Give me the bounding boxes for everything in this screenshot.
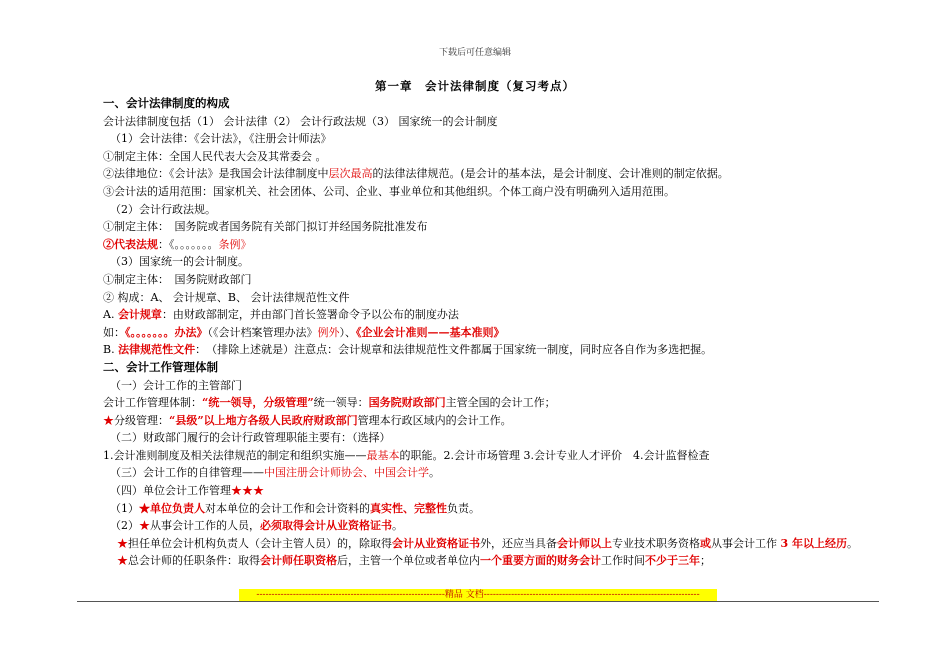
- text: 的法律法律规范。(是会计的基本法，是会计制度、会计准则的制定依据。: [372, 167, 729, 181]
- highlight-text: 条例》: [218, 237, 252, 251]
- highlight-text: 会计从业资格证书: [392, 536, 480, 550]
- highlight-text: 《。。。。。。。办法》: [125, 325, 208, 339]
- text: （2）: [110, 519, 139, 533]
- text: 从事会计工作: [711, 536, 781, 550]
- header-note: 下载后可任意编辑: [438, 48, 511, 58]
- text: ；: [700, 554, 711, 568]
- highlight-text: 层次最高: [328, 167, 373, 181]
- paragraph: [103, 341, 893, 359]
- paragraph: [103, 412, 893, 430]
- highlight-text: 3 年以上经历: [780, 536, 847, 550]
- text: （1）: [110, 501, 139, 515]
- highlight-text: 会计师任职资格: [260, 554, 337, 568]
- star-icon: ★: [117, 536, 128, 550]
- highlight-text: “县级”以上地方各级人民政府财政部门: [169, 413, 358, 427]
- paragraph: [103, 464, 893, 482]
- highlight-text: 国务院财政部门: [368, 396, 446, 410]
- star-icon: ★: [139, 519, 150, 533]
- text: 专业技术职务资格: [612, 536, 700, 550]
- text: （《会计档案管理办法》: [207, 325, 318, 339]
- paragraph: [103, 324, 893, 342]
- text: 。: [429, 466, 440, 480]
- text: 。: [392, 519, 403, 533]
- star-icon: ★: [117, 554, 128, 568]
- highlight-text: 一个重要方面的财务会计: [480, 554, 601, 568]
- paragraph: （一）会计工作的主管部门: [110, 378, 242, 392]
- text: ：由财政部制定，并由部门首长签署命令予以公布的制度办法: [161, 308, 459, 322]
- footer-banner: --------------------------------------------------------------精品 文档-----------------------------------------------------------------------: [239, 589, 717, 601]
- highlight-text: 不少于三年: [645, 554, 700, 568]
- paragraph: ①制定主体：全国人民代表大会及其常委会 。: [103, 149, 327, 163]
- text: 管理本行政区域内的会计工作。: [357, 413, 512, 427]
- text: 主管全国的会计工作；: [445, 396, 556, 410]
- text: 总会计师的任职条件：取得: [128, 554, 260, 568]
- text: （四）单位会计工作管理: [110, 484, 231, 498]
- text: 分级管理：: [114, 413, 169, 427]
- paragraph: [103, 552, 893, 570]
- paragraph: [103, 500, 893, 518]
- text: ）、: [339, 325, 356, 339]
- text: 负责。: [447, 501, 480, 515]
- star-icon: ★: [103, 413, 114, 427]
- paragraph: [103, 165, 893, 183]
- paragraph: ③会计法的适用范围：国家机关、社会团体、公司、企业、事业单位和其他组织。个体工商户没有明确列入适用范围。: [103, 184, 675, 198]
- text: 会计工作管理体制：: [103, 396, 202, 410]
- text: ： （排除上述就是）注意点：会计规章和法律规范性文件都属于国家统一制度，同时应各自作为多选把握。: [195, 343, 713, 357]
- text: 工作时间: [601, 554, 645, 568]
- paragraph: ①制定主体： 国务院或者国务院有关部门拟订并经国务院批准发布: [103, 220, 428, 234]
- footer-divider: [77, 601, 879, 602]
- text: 外，还应当具备: [480, 536, 557, 550]
- text: 如：: [103, 325, 125, 339]
- paragraph: [103, 517, 893, 535]
- highlight-text: “统一领导，分级管理”: [202, 396, 314, 410]
- paragraph: （2）会计行政法规。: [110, 202, 216, 216]
- text: 担任单位会计机构负责人（会计主管人员）的，除取得: [128, 536, 392, 550]
- highlight-text: 《企业会计准则——基本准则》: [356, 325, 505, 339]
- document-body: [103, 95, 893, 570]
- paragraph: （二）财政部门履行的会计行政管理职能主要有：（选择）: [110, 431, 391, 445]
- highlight-text: 必须取得会计从业资格证书: [260, 519, 392, 533]
- paragraph: 会计法律制度包括（1） 会计法律（2） 会计行政法规（3） 国家统一的会计制度: [103, 114, 498, 128]
- text: 的职能。2.会计市场管理 3.会计专业人才评价 4.会计监督检查: [399, 448, 710, 462]
- highlight-text: 例外: [317, 325, 340, 339]
- text: ：《。。。。。。。: [158, 237, 219, 251]
- highlight-text: 真实性、完整性: [370, 501, 447, 515]
- paragraph: [103, 236, 893, 254]
- highlight-text: 会计规章: [117, 308, 162, 322]
- section-heading: 一、会计法律制度的构成: [103, 96, 230, 110]
- paragraph: ② 构成：A、 会计规章、B、 会计法律规范性文件: [103, 290, 350, 304]
- highlight-text: 中国注册会计师协会、中国会计学: [264, 466, 429, 480]
- text: ②法律地位：《会计法》是我国会计法律制度中: [103, 167, 329, 181]
- paragraph: ①制定主体： 国务院财政部门: [103, 272, 252, 286]
- text: 后，主管一个单位或者单位内: [337, 554, 480, 568]
- page-title: 第一章 会计法律制度（复习考点）: [375, 79, 575, 93]
- paragraph: [103, 447, 893, 465]
- paragraph: [103, 394, 893, 412]
- star-rating-icon: ★★★: [231, 484, 264, 498]
- highlight-text: 或: [700, 536, 711, 550]
- text: A.: [103, 308, 118, 322]
- text: 统一领导：: [313, 396, 369, 410]
- text: B.: [103, 343, 119, 357]
- highlight-text: 会计师以上: [557, 536, 612, 550]
- section-heading: 二、会计工作管理体制: [103, 359, 218, 374]
- text: 1.会计准则制度及相关法律规范的制定和组织实施——: [103, 448, 367, 462]
- paragraph: （3）国家统一的会计制度。: [110, 255, 249, 269]
- paragraph: [103, 482, 893, 500]
- highlight-text: 法律规范性文件: [118, 343, 196, 357]
- text: （三）会计工作的自律管理——: [110, 466, 264, 480]
- paragraph: [103, 306, 893, 324]
- highlight-text: ★单位负责人: [139, 501, 205, 515]
- text: 从事会计工作的人员，: [150, 519, 260, 533]
- highlight-text: 最基本: [366, 448, 400, 462]
- paragraph: （1）会计法律：《会计法》，《注册会计师法》: [110, 132, 332, 146]
- text: 。: [846, 536, 858, 550]
- text: 对本单位的会计工作和会计资料的: [205, 501, 370, 515]
- paragraph: [103, 535, 893, 553]
- highlight-text: ②代表法规: [103, 237, 158, 251]
